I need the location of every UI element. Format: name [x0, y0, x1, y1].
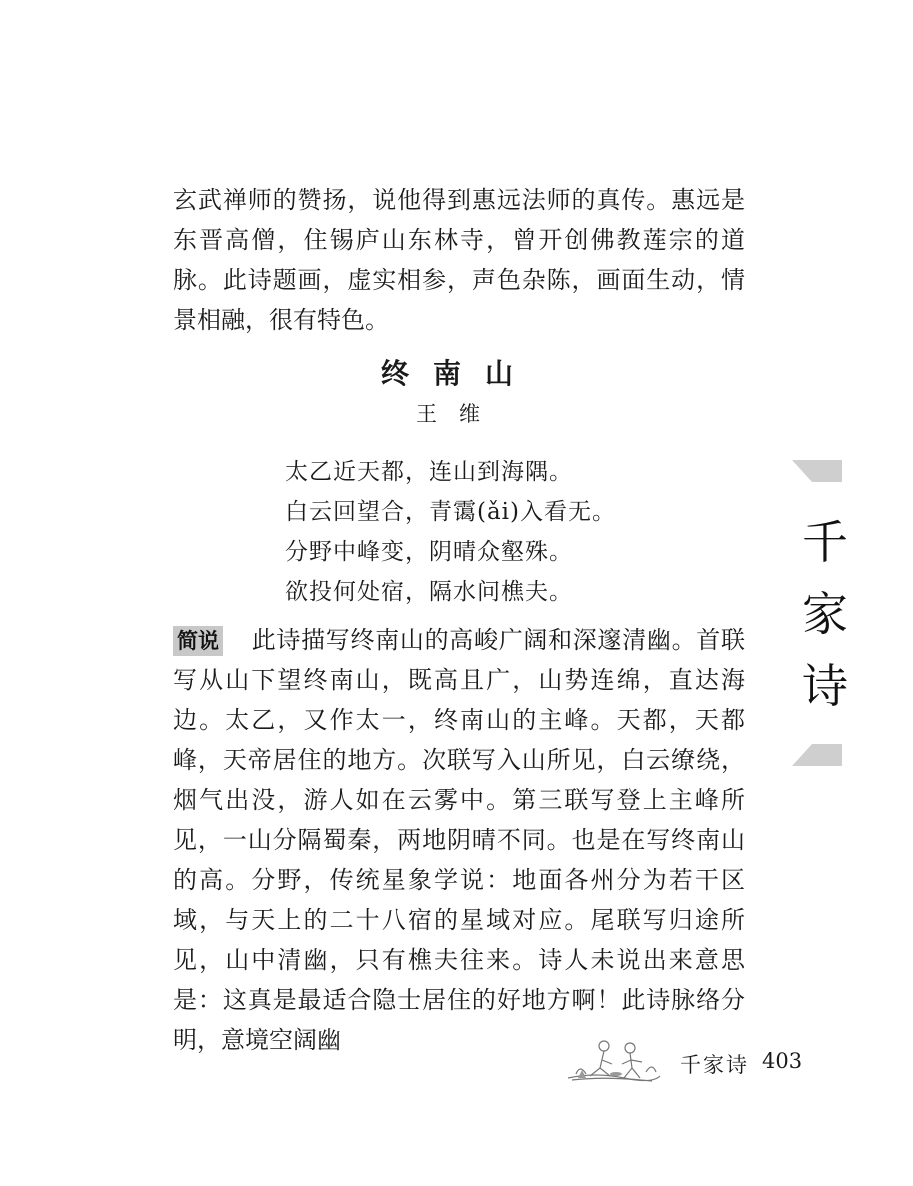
side-title — [802, 506, 862, 722]
page-number: 403 — [762, 1049, 803, 1073]
poem-line: 白云回望合，青霭(ǎi)入看无。 — [285, 499, 617, 525]
side-title-char: 诗 — [802, 659, 848, 713]
side-tab — [792, 460, 848, 766]
poem-line: 分野中峰变，阴晴众壑殊。 — [285, 539, 573, 565]
commentary-tag: 简说 — [173, 626, 223, 656]
footer-illustration — [566, 1034, 662, 1084]
poem-line: 欲投何处宿，隔水问樵夫。 — [285, 579, 573, 605]
poem-line: 太乙近天都，连山到海隅。 — [285, 459, 573, 485]
commentary-paragraph — [173, 620, 745, 1060]
bracket-bottom — [792, 744, 842, 766]
intro-paragraph: 玄武禅师的赞扬，说他得到惠远法师的真传。惠远是东晋高僧，住锡庐山东林寺，曾开创佛教莲宗的道脉。此诗题画，虚实相参，声色杂陈，画面生动，情景相融，很有特色。 — [173, 186, 745, 334]
side-title-char: 千 — [802, 515, 848, 569]
commentary-text: 此诗描写终南山的高峻广阔和深邃清幽。首联写从山下望终南山，既高且广，山势连绵，直达海边。太乙，又作太一，终南山的主峰。天都，天都峰，天帝居住的地方。次联写入山所见，白云缭绕，烟气出没，游人如在云雾中。第三联写登上主峰所见，一山分隔蜀秦，两地阴晴不同。也是在写终南山的高。分野，传统星象学说：地面各州分为若干区域，与天上的二十八宿的星域对应。尾联写归途所见，山中清幽，只有樵夫往来。诗人未说出来意思是：这真是最适合隐士居住的好地方啊！此诗脉络分明，意境空阔幽 — [173, 626, 745, 1054]
bracket-top — [792, 460, 842, 482]
side-title-char: 家 — [802, 587, 848, 641]
footer-book-title: 千家诗 — [680, 1053, 749, 1077]
poem-title: 终南山 — [380, 357, 537, 390]
poem-author: 王维 — [416, 402, 502, 426]
poem-lines — [285, 452, 725, 612]
